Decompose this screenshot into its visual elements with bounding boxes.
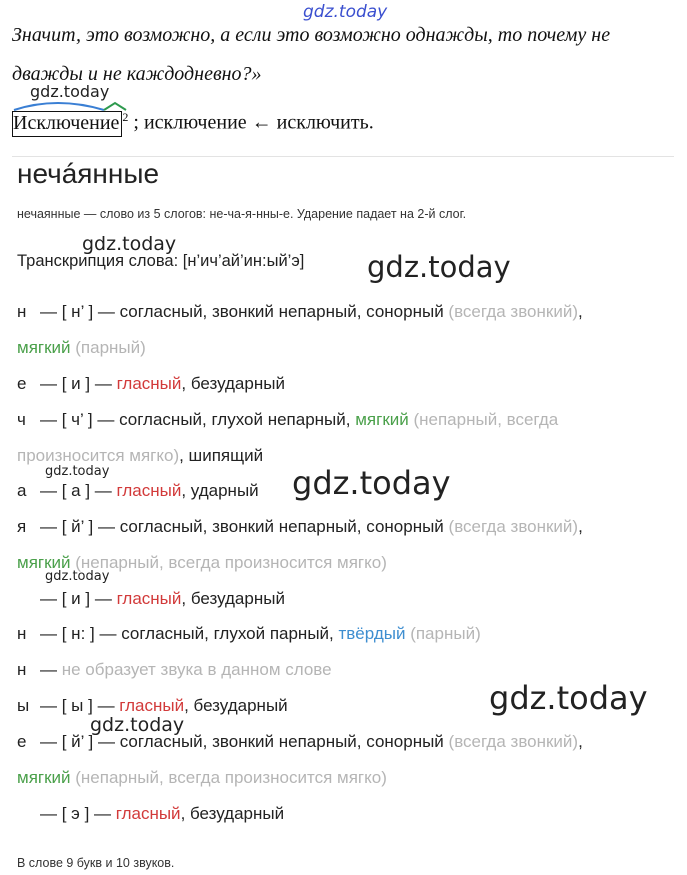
- sound-transcription: [ ы ] —: [61, 696, 120, 715]
- sound-dash: —: [40, 302, 62, 321]
- sound-description: , безударный: [181, 374, 285, 393]
- letter-sound-count: В слове 9 букв и 10 звуков.: [17, 856, 175, 870]
- sound-description: гласный: [116, 589, 182, 608]
- transcription: Транскрипция слова: [н’ич’ай’ин:ый’э]: [17, 252, 305, 270]
- sound-description: согласный, глухой непарный,: [119, 410, 356, 429]
- sound-letter: н: [17, 624, 27, 643]
- watermark-top: gdz.today: [303, 2, 388, 22]
- sound-description: гласный: [116, 374, 182, 393]
- quote-line-2: дважды и не каждодневно?»: [12, 63, 262, 85]
- sound-description: (непарный, всегда: [408, 410, 559, 429]
- watermark-small-e: gdz.today: [90, 714, 185, 736]
- sound-description: не образует звука в данном слове: [61, 660, 332, 679]
- exclusion-sup: 2: [122, 110, 129, 124]
- sound-dash: —: [40, 517, 62, 536]
- sound-transcription: [ а ] —: [61, 481, 117, 500]
- sound-description: гласный: [115, 804, 181, 823]
- sound-letter: ы: [17, 696, 30, 715]
- sound-description: ,: [577, 302, 583, 321]
- sound-row: [17, 302, 583, 322]
- sound-letter: ч: [17, 410, 26, 429]
- sound-transcription: [ ч’ ] —: [61, 410, 120, 429]
- sound-description: мягкий: [17, 338, 71, 357]
- watermark-a: gdz.today: [292, 464, 451, 502]
- sound-description: (всегда звонкий): [448, 302, 578, 321]
- sound-description: ,: [578, 517, 583, 536]
- sound-row: [17, 624, 481, 644]
- sound-row: [17, 804, 284, 824]
- sound-transcription: [ н: ] —: [61, 624, 122, 643]
- sound-row: [17, 410, 558, 430]
- sound-dash: —: [40, 660, 62, 679]
- sound-row-continuation: [17, 768, 387, 788]
- sound-description: мягкий: [17, 553, 71, 572]
- sound-description: согласный, глухой парный,: [121, 624, 339, 643]
- sound-transcription: [ э ] —: [61, 804, 116, 823]
- sound-row: [17, 660, 332, 680]
- sound-letter: н: [17, 302, 27, 321]
- sound-row-continuation: [17, 338, 146, 358]
- sound-description: произносится мягко): [17, 446, 180, 465]
- sound-dash: —: [40, 374, 62, 393]
- sound-description: (непарный, всегда произносится мягко): [70, 553, 387, 572]
- sound-description: мягкий: [355, 410, 409, 429]
- sound-description: мягкий: [17, 768, 71, 787]
- sound-description: (парный): [70, 338, 146, 357]
- sound-dash: —: [40, 804, 62, 823]
- sound-letter: е: [17, 374, 27, 393]
- sound-transcription: [ й’ ] —: [61, 732, 120, 751]
- sound-description: (всегда звонкий): [448, 732, 579, 751]
- sound-dash: —: [40, 696, 62, 715]
- sound-description: (непарный, всегда произносится мягко): [70, 768, 387, 787]
- sound-transcription: [ н’ ] —: [61, 302, 120, 321]
- sound-description: (парный): [405, 624, 481, 643]
- sound-description: твёрдый: [338, 624, 406, 643]
- syllable-info: нечаянные — слово из 5 слогов: не-ча-я-нны-е. Ударение падает на 2-й слог.: [17, 207, 467, 221]
- sound-description: , безударный: [181, 589, 285, 608]
- watermark-exclusion: gdz.today: [30, 82, 110, 101]
- watermark-small-ya: gdz.today: [45, 569, 110, 584]
- sound-row: [17, 696, 288, 716]
- watermark-small-a: gdz.today: [45, 464, 110, 479]
- word-title: нечáянные: [17, 158, 160, 189]
- sound-row: [17, 374, 285, 394]
- sound-letter: я: [17, 517, 27, 536]
- sound-description: согласный, звонкий непарный, сонорный: [119, 302, 449, 321]
- sound-description: , безударный: [184, 696, 288, 715]
- sound-row: [17, 481, 259, 501]
- sound-description: , ударный: [181, 481, 259, 500]
- watermark-transcription-small: gdz.today: [82, 233, 177, 255]
- sound-row-continuation: [17, 446, 263, 466]
- sound-description: (всегда звонкий): [448, 517, 579, 536]
- sound-dash: —: [40, 732, 62, 751]
- sound-transcription: [ и ] —: [61, 374, 117, 393]
- sound-transcription: [ й’ ] —: [61, 517, 120, 536]
- sound-description: согласный, звонкий непарный, сонорный: [119, 732, 449, 751]
- sound-description: гласный: [119, 696, 185, 715]
- sound-description: ,: [578, 732, 583, 751]
- sound-letter: е: [17, 732, 27, 751]
- exclusion-line: [12, 110, 374, 135]
- sound-description: гласный: [116, 481, 182, 500]
- divider: [12, 156, 674, 157]
- exclusion-word: Исключение: [12, 111, 122, 137]
- sound-row: [17, 517, 583, 537]
- sound-letter: а: [17, 481, 27, 500]
- sound-letter: н: [17, 660, 27, 679]
- sound-dash: —: [40, 624, 62, 643]
- sound-dash: —: [40, 481, 62, 500]
- sound-description: согласный, звонкий непарный, сонорный: [119, 517, 449, 536]
- sound-description: , безударный: [180, 804, 285, 823]
- sound-row: [17, 589, 285, 609]
- sound-transcription: [ и ] —: [61, 589, 117, 608]
- sound-description: , шипящий: [179, 446, 264, 465]
- sound-dash: —: [40, 589, 62, 608]
- quote-line-1: Значит, это возможно, а если это возможно однажды, то почему не: [12, 24, 611, 46]
- watermark-y: gdz.today: [489, 679, 648, 717]
- sound-dash: —: [40, 410, 62, 429]
- watermark-transcription: gdz.today: [367, 250, 511, 284]
- exclusion-rest: ; исключение ← исключить.: [128, 111, 374, 134]
